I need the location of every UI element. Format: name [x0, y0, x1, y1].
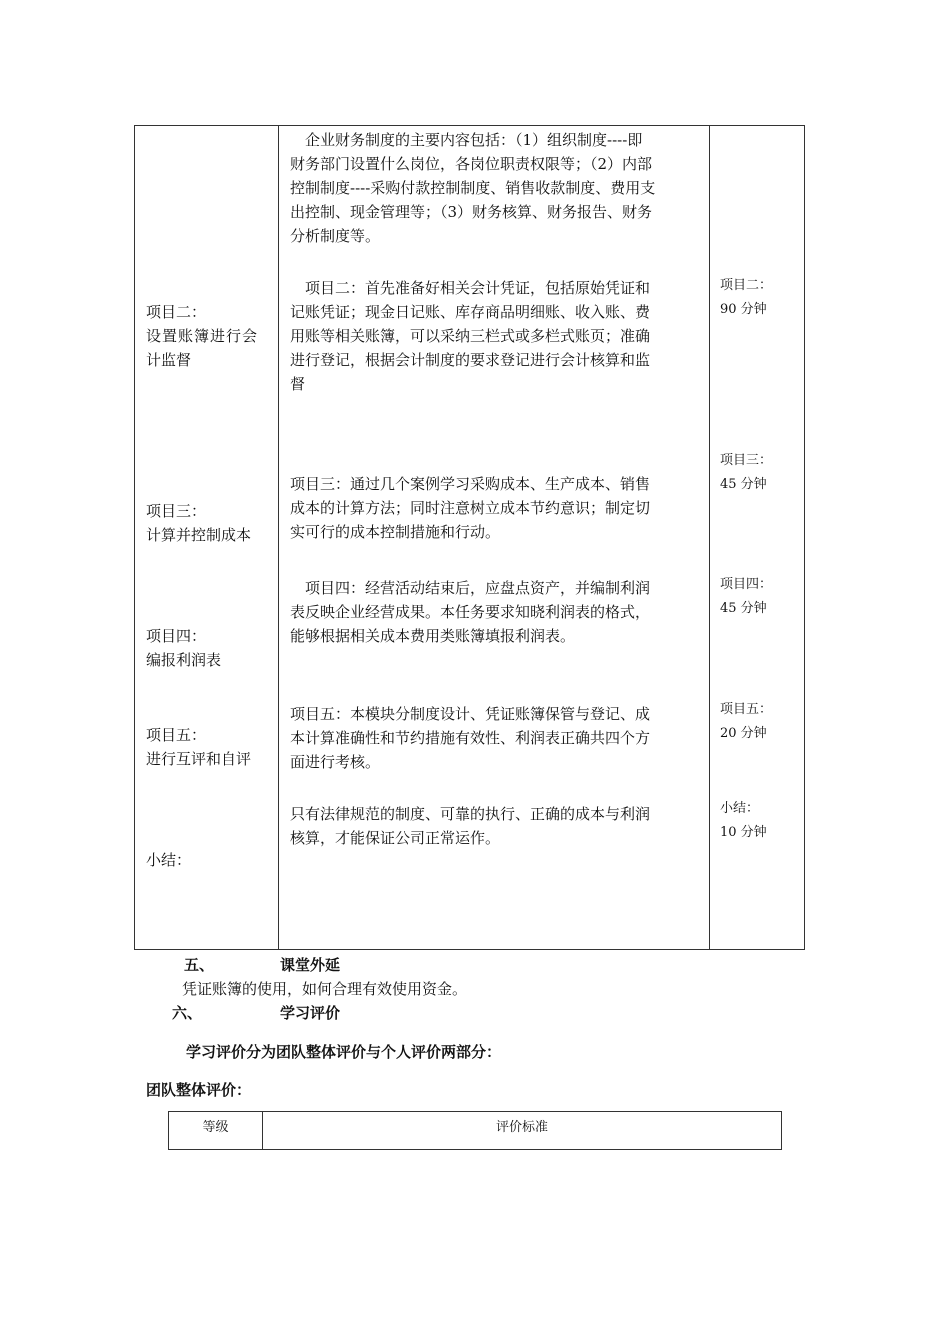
table-border-left	[134, 125, 135, 950]
section5-number: 五、	[184, 956, 215, 974]
project2-desc-line-4: 进行登记，根据会计制度的要求登记进行会计核算和监	[290, 351, 651, 369]
intro-line-4: 出控制、现金管理等；（3）财务核算、财务报告、财务	[290, 203, 653, 221]
summary-time: 10 分钟	[720, 825, 767, 840]
eval-header-grade: 等级	[202, 1120, 229, 1135]
section6-intro: 学习评价分为团队整体评价与个人评价两部分：	[186, 1043, 502, 1061]
project3-desc-line-2: 成本的计算方法；同时注意树立成本节约意识；制定切	[290, 499, 651, 517]
table-border-right	[804, 125, 805, 950]
project5-desc-line-2: 本计算准确性和节约措施有效性、利润表正确共四个方	[290, 729, 651, 747]
project5-time-label: 项目五：	[720, 702, 773, 717]
section6-number: 六、	[172, 1004, 203, 1022]
project2-time: 90 分钟	[720, 302, 767, 317]
intro-line-5: 分析制度等。	[290, 227, 381, 245]
project3-title: 计算并控制成本	[146, 526, 252, 544]
table-border-bottom	[134, 949, 805, 950]
project5-desc-line-1: 项目五：本模块分制度设计、凭证账簿保管与登记、成	[290, 705, 651, 723]
project5-label: 项目五：	[146, 726, 207, 744]
section5-title: 课堂外延	[280, 956, 341, 974]
section6-title: 学习评价	[280, 1004, 341, 1022]
project2-title-line1: 设置账簿进行会	[146, 327, 259, 345]
team-evaluation-heading: 团队整体评价：	[146, 1081, 252, 1099]
project3-desc-line-1: 项目三：通过几个案例学习采购成本、生产成本、销售	[290, 475, 651, 493]
project2-desc-line-1: 项目二：首先准备好相关会计凭证，包括原始凭证和	[290, 279, 651, 297]
eval-table-top	[168, 1111, 782, 1112]
eval-table-right	[781, 1111, 782, 1150]
project4-desc-line-2: 表反映企业经营成果。本任务要求知晓利润表的格式，	[290, 603, 651, 621]
section5-body: 凭证账簿的使用，如何合理有效使用资金。	[182, 980, 468, 998]
project2-desc-line-3: 用账等相关账簿，可以采纳三栏式或多栏式账页；准确	[290, 327, 651, 345]
project5-desc-line-3: 面进行考核。	[290, 753, 381, 771]
table-divider-1	[278, 125, 279, 950]
project3-time-label: 项目三：	[720, 453, 773, 468]
project2-title-line2: 计监督	[146, 351, 192, 369]
table-divider-2	[709, 125, 710, 950]
project2-label: 项目二：	[146, 303, 207, 321]
intro-line-2: 财务部门设置什么岗位，各岗位职责权限等；（2）内部	[290, 155, 653, 173]
intro-line-3: 控制制度----采购付款控制制度、销售收款制度、费用支	[290, 179, 656, 197]
project4-title: 编报利润表	[146, 651, 222, 669]
project4-time-label: 项目四：	[720, 577, 773, 592]
eval-header-criteria: 评价标准	[495, 1120, 548, 1135]
summary-desc-line-2: 核算，才能保证公司正常运作。	[290, 829, 501, 847]
intro-line-1: 企业财务制度的主要内容包括：（1）组织制度----即	[290, 131, 643, 149]
project3-time: 45 分钟	[720, 477, 767, 492]
summary-desc-line-1: 只有法律规范的制度、可靠的执行、正确的成本与利润	[290, 805, 651, 823]
eval-table-bottom	[168, 1149, 782, 1150]
project2-desc-line-5: 督	[290, 375, 306, 393]
project4-desc-line-1: 项目四：经营活动结束后，应盘点资产，并编制利润	[290, 579, 651, 597]
project3-desc-line-3: 实可行的成本控制措施和行动。	[290, 523, 501, 541]
project2-desc-line-2: 记账凭证；现金日记账、库存商品明细账、收入账、费	[290, 303, 651, 321]
project5-time: 20 分钟	[720, 726, 767, 741]
project3-label: 项目三：	[146, 502, 207, 520]
project4-label: 项目四：	[146, 627, 207, 645]
project2-time-label: 项目二：	[720, 278, 773, 293]
table-border-top	[134, 125, 805, 126]
summary-label: 小结：	[146, 851, 192, 869]
project4-time: 45 分钟	[720, 601, 767, 616]
summary-time-label: 小结：	[720, 801, 760, 816]
project5-title: 进行互评和自评	[146, 750, 252, 768]
project4-desc-line-3: 能够根据相关成本费用类账簿填报利润表。	[290, 627, 576, 645]
